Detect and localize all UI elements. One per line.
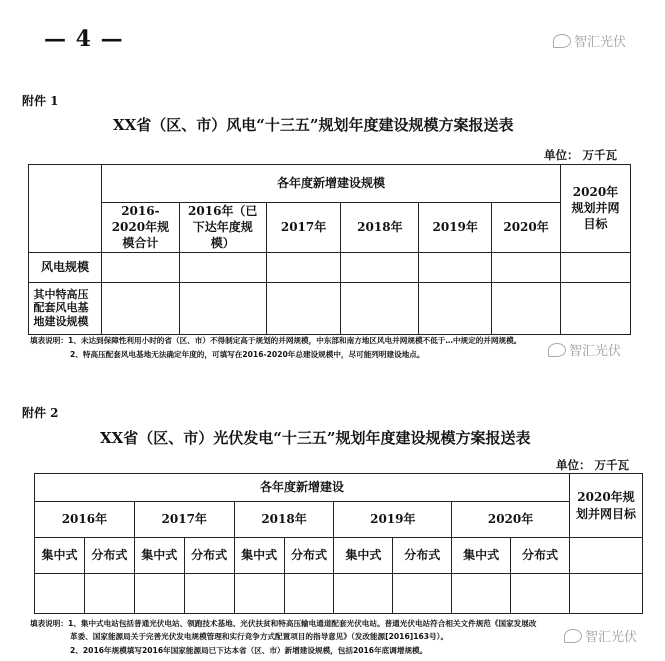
- attachment2-label: 附件 2: [22, 406, 59, 420]
- target-header: 2020年规划并网目标: [560, 165, 630, 253]
- pv-sub-distributed: 分布式: [511, 538, 570, 574]
- pv-table: [34, 473, 643, 614]
- pv-sub-centralized: 集中式: [134, 538, 184, 574]
- attachment2-unit: 单位： 万千瓦: [556, 458, 630, 472]
- pv-sub-centralized: 集中式: [334, 538, 393, 574]
- pv-sub-distributed: 分布式: [184, 538, 234, 574]
- attachment1-unit: 单位： 万千瓦: [544, 148, 618, 162]
- col-2020: 2020年: [492, 203, 561, 253]
- row-uhv-base: 其中特高压配套风电基地建设规模: [29, 282, 102, 334]
- corner-cell: [29, 165, 102, 253]
- col-2018: 2018年: [341, 203, 419, 253]
- col-2017: 2017年: [266, 203, 341, 253]
- wechat-icon: [553, 34, 571, 48]
- pv-sub-centralized: 集中式: [35, 538, 85, 574]
- pv-sub-centralized: 集中式: [452, 538, 511, 574]
- pv-sub-distributed: 分布式: [284, 538, 334, 574]
- group-header: 各年度新增建设规模: [101, 165, 560, 203]
- pv-year-2018: 2018年: [234, 502, 334, 538]
- pv-year-2016: 2016年: [35, 502, 135, 538]
- pv-sub-distributed: 分布式: [84, 538, 134, 574]
- pv-target-header: 2020年规划并网目标: [569, 474, 642, 538]
- attachment2-note-1: 填表说明：1、集中式电站包括普通光伏电站、领跑技术基地、光伏扶贫和特高压输电通道配套光伏电站。普通光伏电站符合相关文件规范《国家发展改: [30, 619, 537, 628]
- pv-year-2019: 2019年: [334, 502, 452, 538]
- attachment1-note-2: 2、特高压配套风电基地无法确定年度的，可填写在2016-2020年总建设规模中，尽可能列明建设地点。: [70, 350, 425, 359]
- page-number: — 4 —: [44, 26, 124, 52]
- col-2019: 2019年: [419, 203, 492, 253]
- attachment1-note-1: 填表说明：1、未达到保障性利用小时的省（区、市）不得制定高于规划的并网规模，中东部和南方地区风电并网规模不低于…中规定的并网规模。: [30, 336, 522, 345]
- attachment1-label: 附件 1: [22, 94, 59, 108]
- attachment1-title: XX省（区、市）风电“十三五”规划年度建设规模方案报送表: [113, 116, 514, 134]
- row-wind-scale: 风电规模: [29, 252, 102, 282]
- watermark-text: 智汇光伏: [574, 35, 627, 50]
- attachment2-title: XX省（区、市）光伏发电“十三五”规划年度建设规模方案报送表: [100, 429, 531, 447]
- attachment2-note-2: 革委、国家能源局关于完善光伏发电规模管理和实行竞争方式配置项目的指导意见》（发改能源[2016]163号）。: [70, 632, 449, 641]
- attachment2-note-3: 2、2016年规模填写2016年国家能源局已下达本省（区、市）新增建设规模，包括2016年底调增规模。: [70, 646, 428, 655]
- pv-sub-centralized: 集中式: [234, 538, 284, 574]
- watermark-2: 智汇光伏: [548, 340, 621, 359]
- wechat-icon: [548, 343, 566, 357]
- pv-year-2017: 2017年: [134, 502, 234, 538]
- pv-sub-distributed: 分布式: [393, 538, 452, 574]
- pv-year-2020: 2020年: [452, 502, 570, 538]
- watermark-3: 智汇光伏: [564, 626, 637, 645]
- watermark: [553, 31, 626, 50]
- wind-table: [28, 164, 631, 335]
- col-total: 2016-2020年规模合计: [101, 203, 179, 253]
- wechat-icon: [564, 629, 582, 643]
- pv-group-header: 各年度新增建设: [35, 474, 570, 502]
- col-2016: 2016年（已下达年度规模）: [179, 203, 266, 253]
